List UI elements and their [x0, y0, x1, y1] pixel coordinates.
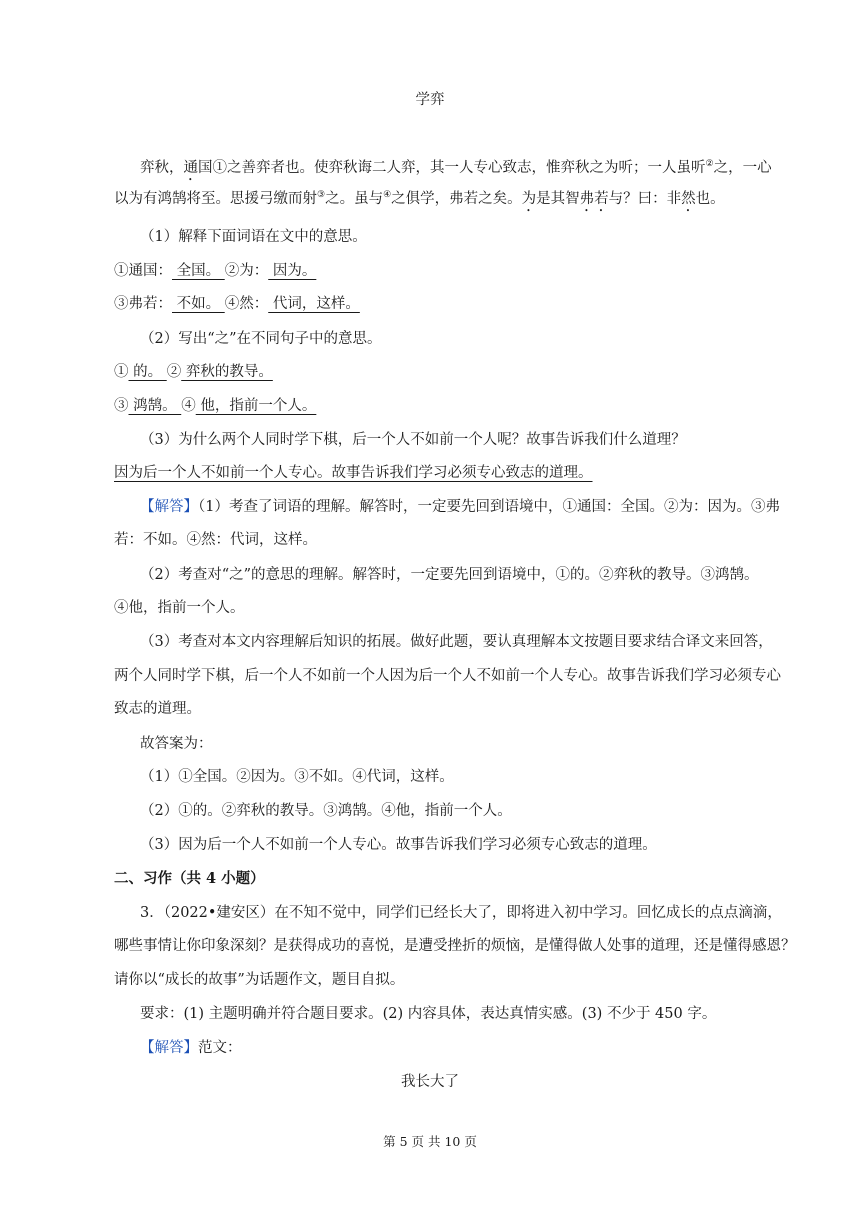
q1-prompt: （1）解释下面词语在文中的意思。 [140, 229, 367, 245]
analysis-3-line-2: 两个人同时学下棋，后一个人不如前一个人因为后一个人不如前一个人专心。故事告诉我们学习必须专心 [114, 668, 781, 684]
question-3-line-2: 哪些事情让你印象深刻？是获得成功的喜悦，是遭受挫折的烦恼，是懂得做人处事的道理，还是懂得感恩？ [114, 938, 796, 954]
passage-line-2: 以为有鸿鹄将至。思援弓缴而射③之。虽与④之俱学，弗若之矣。为是其智弗若与？曰：非然也。 [114, 190, 725, 207]
question-3-line-3: 请你以“成长的故事”为话题作文，题目自拟。 [114, 972, 405, 988]
analysis-2-line-1: （2）考查对“之”的意思的理解。解答时，一定要先回到语境中，①的。②弈秋的教导。③鸿鹄。 [140, 567, 759, 583]
q2-row-2: ③ 鸿鹄。 ④ 他，指前一个人。 [114, 398, 317, 414]
section-heading: 二、习作（共 4 小题） [114, 870, 265, 887]
answer-1: （1）①全国。②因为。③不如。④代词，这样。 [140, 769, 454, 785]
answer-tag: 【解答】 [140, 499, 198, 515]
q1-row-2: ③弗若： 不如。 ④然： 代词，这样。 [114, 296, 360, 312]
answer-2: （2）①的。②弈秋的教导。③鸿鹄。④他，指前一个人。 [140, 803, 512, 819]
analysis-1-line-1: 【解答】（1）考查了词语的理解。解答时，一定要先回到语境中，①通国：全国。②为：因为。③弗 [140, 499, 780, 515]
page-footer: 第 5 页 共 10 页 [383, 1134, 477, 1149]
analysis-2-line-2: ④他，指前一个人。 [114, 600, 245, 616]
requirements: 要求：(1) 主题明确并符合题目要求。(2) 内容具体，表达真情实感。(3) 不少于 450 字。 [140, 1006, 717, 1022]
question-3-line-1: 3．（2022•建安区）在不知不觉中，同学们已经长大了，即将进入初中学习。回忆成长的点点滴滴， [140, 905, 782, 921]
analysis-3-line-1: （3）考查对本文内容理解后知识的拓展。做好此题，要认真理解本文按题目要求结合译文来回答， [140, 634, 773, 650]
essay-title: 我长大了 [401, 1074, 459, 1090]
passage-line-1: 弈秋，通国①之善弈者也。使弈秋诲二人弈，其一人专心致志，惟弈秋之为听；一人虽听②之，一心 [140, 159, 772, 176]
answer-3: （3）因为后一个人不如前一个人专心。故事告诉我们学习必须专心致志的道理。 [140, 837, 657, 853]
answer-heading: 故答案为： [140, 736, 213, 752]
answer-tag-2: 【解答】 [140, 1040, 198, 1056]
q2-row-1: ① 的。 ② 弈秋的教导。 [114, 364, 273, 380]
passage-title: 学弈 [415, 92, 445, 108]
analysis-1-line-2: 若：不如。④然：代词，这样。 [114, 532, 317, 548]
q3-answer: 因为后一个人不如前一个人专心。故事告诉我们学习必须专心致志的道理。 [114, 465, 593, 481]
q1-row-1: ①通国： 全国。 ②为： 因为。 [114, 263, 317, 279]
q2-prompt: （2）写出“之”在不同句子中的意思。 [140, 331, 382, 347]
sample-essay-label: 【解答】范文： [140, 1040, 242, 1056]
q3-prompt: （3）为什么两个人同时学下棋，后一个人不如前一个人呢？故事告诉我们什么道理？ [140, 432, 686, 448]
analysis-3-line-3: 致志的道理。 [114, 701, 201, 717]
